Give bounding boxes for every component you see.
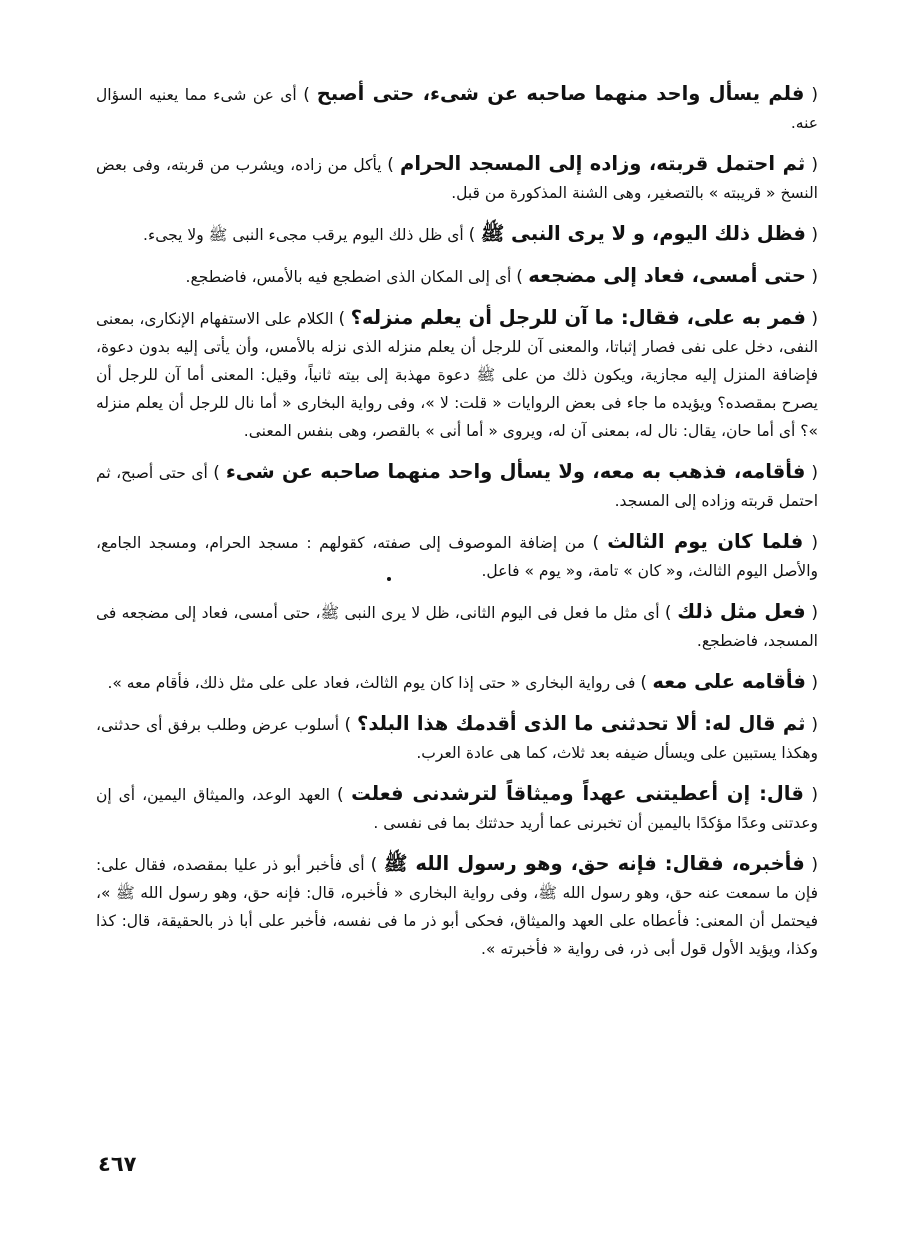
- paragraph-9: ( فأقامه على معه ) فى رواية البخارى « حتى إذا كان يوم الثالث، فعاد على على مثل ذلك، فأقام معه ».: [107, 670, 818, 693]
- hadith-quote-10: ثم قال له: ألا تحدثنى ما الذى أقدمك هذا البلد؟: [357, 712, 806, 735]
- commentary-2: يأكل من زاده، ويشرب من قربته، وفى بعض النسخ « قريبته » بالتصغير، وهى الشنة المذكورة من قبل.: [96, 156, 818, 202]
- paragraph-3: ( فظل ذلك اليوم، و لا يرى النبى ﷺ ) أى ظل ذلك اليوم يرقب مجىء النبى ﷺ ولا يجىء.: [143, 222, 818, 245]
- commentary-4: أى إلى المكان الذى اضطجع فيه بالأمس، فاضطجع.: [185, 268, 512, 286]
- page-body: [96, 80, 818, 976]
- commentary-7: من إضافة الموصوف إلى صفته، كقولهم : مسجد الحرام، ومسجد الجامع، والأصل اليوم الثالث، و« كان » تامة، و« يوم » فاعل.: [96, 534, 818, 580]
- paragraph-11: ( قال: إن أعطيتنى عهداً وميثاقاً لترشدنى فعلت ) العهد الوعد، والميثاق اليمين، أى إن وعدتنى وعدًا مؤكدًا باليمين أن تخبرنى عما أريد حدثتك بما فى نفسى .: [96, 782, 818, 832]
- paragraph-2: ( ثم احتمل قربته، وزاده إلى المسجد الحرام ) يأكل من زاده، ويشرب من قربته، وفى بعض النسخ « قريبته » بالتصغير، وهى الشنة المذكورة من قبل.: [96, 152, 818, 202]
- commentary-1: أى عن شىء مما يعنيه السؤال عنه.: [96, 86, 818, 132]
- hadith-quote-9: فأقامه على معه: [652, 670, 806, 693]
- hadith-quote-7: فلما كان يوم الثالث: [607, 530, 804, 553]
- page-number: ٤٦٧: [98, 1152, 137, 1176]
- paragraph-5: ( فمر به على، فقال: ما آن للرجل أن يعلم منزله؟ ) الكلام على الاستفهام الإنكارى، بمعنى النفى، دخل على نفى فصار إثباتا، والمعنى آن للرجل أن يعلم منزله الذى نزله بالأمس، وأن يأتى إليه بدون دعوة، فإضافة المنزل إليه مجازية، ويكون ذلك من على ﷺ دعوة مهذبة إلى بيته ثانياً، وقيل: المعنى أما آن للرجل أن يصرح بمقصده؟ ويؤيده ما جاء فى بعض الروايات « قلت: لا »، وفى رواية البخارى « أما نال للرجل أن يعلم منزله »؟ أى أما حان، يقال: نال له، بمعنى آن له، ويروى « أما أنى » بالقصر، وهى بنفس المعنى.: [96, 306, 818, 440]
- commentary-9: فى رواية البخارى « حتى إذا كان يوم الثالث، فعاد على على مثل ذلك، فأقام معه ».: [107, 674, 636, 692]
- hadith-quote-5: فمر به على، فقال: ما آن للرجل أن يعلم منزله؟: [350, 306, 806, 329]
- hadith-quote-6: فأقامه، فذهب به معه، ولا يسأل واحد منهما صاحبه عن شىء: [225, 460, 806, 483]
- paragraph-4: ( حتى أمسى، فعاد إلى مضجعه ) أى إلى المكان الذى اضطجع فيه بالأمس، فاضطجع.: [185, 264, 818, 287]
- hadith-quote-2: ثم احتمل قربته، وزاده إلى المسجد الحرام: [400, 152, 806, 175]
- hadith-quote-12: فأخبره، فقال: فإنه حق، وهو رسول الله ﷺ: [383, 852, 805, 875]
- paragraph-8: ( فعل مثل ذلك ) أى مثل ما فعل فى اليوم الثانى، ظل لا يرى النبى ﷺ، حتى أمسى، فعاد إلى مضجعه فى المسجد، فاضطجع.: [96, 600, 818, 650]
- paragraph-1: ( فلم يسأل واحد منهما صاحبه عن شىء، حتى أصبح ) أى عن شىء مما يعنيه السؤال عنه.: [96, 82, 818, 132]
- hadith-quote-11: قال: إن أعطيتنى عهداً وميثاقاً لترشدنى فعلت: [351, 782, 804, 805]
- commentary-8: أى مثل ما فعل فى اليوم الثانى، ظل لا يرى النبى ﷺ، حتى أمسى، فعاد إلى مضجعه فى المسجد، فاضطجع.: [96, 604, 818, 650]
- hadith-quote-3: فظل ذلك اليوم، و لا يرى النبى ﷺ: [480, 222, 806, 245]
- print-speck: [387, 577, 391, 581]
- commentary-11: العهد الوعد، والميثاق اليمين، أى إن وعدتنى وعدًا مؤكدًا باليمين أن تخبرنى عما أريد حدثتك بما فى نفسى .: [96, 786, 818, 832]
- commentary-12: أى فأخبر أبو ذر عليا بمقصده، فقال على: فإن ما سمعت عنه حق، وهو رسول الله ﷺ، وفى رواية البخارى « فأخبره، قال: فإنه حق، وهو رسول الله ﷺ »، فيحتمل أن المعنى: فأعطاه على العهد والميثاق، فحكى أبو ذر ما فى نفسه، فأخبر على أبا ذر بالحقيقة، قال: كذا وكذا، ويؤيد الأول قول أبى ذر، فى رواية « فأخبرته ».: [96, 856, 818, 958]
- hadith-quote-4: حتى أمسى، فعاد إلى مضجعه: [528, 264, 806, 287]
- commentary-10: أسلوب عرض وطلب برفق أى حدثنى، وهكذا يستبين على ويسأل ضيفه بعد ثلاث، كما هى عادة العرب.: [96, 716, 818, 762]
- paragraph-7: ( فلما كان يوم الثالث ) من إضافة الموصوف إلى صفته، كقولهم : مسجد الحرام، ومسجد الجامع، والأصل اليوم الثالث، و« كان » تامة، و« يوم » فاعل.: [96, 530, 818, 580]
- hadith-quote-8: فعل مثل ذلك: [677, 600, 806, 623]
- paragraph-12: ( فأخبره، فقال: فإنه حق، وهو رسول الله ﷺ ) أى فأخبر أبو ذر عليا بمقصده، فقال على: فإن ما سمعت عنه حق، وهو رسول الله ﷺ، وفى رواية البخارى « فأخبره، قال: فإنه حق، وهو رسول الله ﷺ »، فيحتمل أن المعنى: فأعطاه على العهد والميثاق، فحكى أبو ذر ما فى نفسه، فأخبر على أبا ذر بالحقيقة، قال: كذا وكذا، ويؤيد الأول قول أبى ذر، فى رواية « فأخبرته ».: [96, 852, 818, 958]
- commentary-6: أى حتى أصبح، ثم احتمل قربته وزاده إلى المسجد.: [96, 464, 818, 510]
- commentary-3: أى ظل ذلك اليوم يرقب مجىء النبى ﷺ ولا يجىء.: [143, 226, 464, 244]
- paragraph-10: ( ثم قال له: ألا تحدثنى ما الذى أقدمك هذا البلد؟ ) أسلوب عرض وطلب برفق أى حدثنى، وهكذا يستبين على ويسأل ضيفه بعد ثلاث، كما هى عادة العرب.: [96, 712, 818, 762]
- hadith-quote-1: فلم يسأل واحد منهما صاحبه عن شىء، حتى أصبح: [316, 82, 805, 105]
- commentary-5: الكلام على الاستفهام الإنكارى، بمعنى النفى، دخل على نفى فصار إثباتا، والمعنى آن للرجل أن يعلم منزله الذى نزله بالأمس، وأن يأتى إليه بدون دعوة، فإضافة المنزل إليه مجازية، ويكون ذلك من على ﷺ دعوة مهذبة إلى بيته ثانياً، وقيل: المعنى أما آن للرجل أن يصرح بمقصده؟ ويؤيده ما جاء فى بعض الروايات « قلت: لا »، وفى رواية البخارى « أما نال للرجل أن يعلم منزله »؟ أى أما حان، يقال: نال له، بمعنى آن له، ويروى « أما أنى » بالقصر، وهى بنفس المعنى.: [96, 310, 818, 440]
- paragraph-6: ( فأقامه، فذهب به معه، ولا يسأل واحد منهما صاحبه عن شىء ) أى حتى أصبح، ثم احتمل قربته وزاده إلى المسجد.: [96, 460, 818, 510]
